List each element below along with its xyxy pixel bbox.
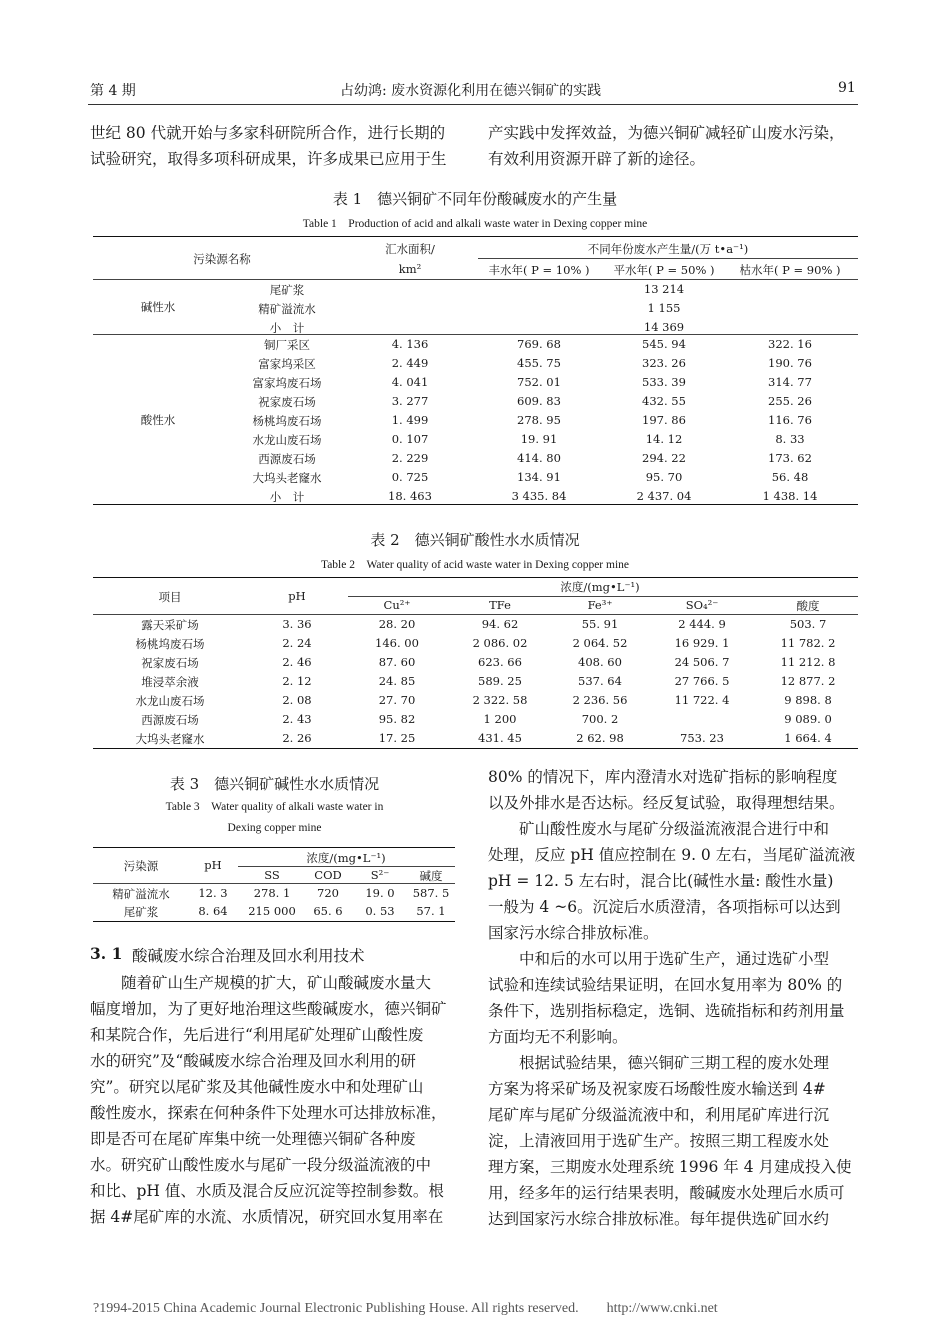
text-line: 幅度增加，为了更好地治理这些酸碱废水，德兴铜矿 — [90, 1000, 447, 1018]
table1-acid-normal: 533. 39 — [642, 375, 686, 389]
table2-cell: 2 62. 98 — [576, 731, 624, 745]
journal-issue: 第 4 期 — [90, 83, 136, 99]
top-left-line-2: 试验研究，取得多项科研成果，许多成果已应用于生 — [90, 150, 447, 168]
table2-top-rule — [93, 577, 858, 578]
table3-subheader: S²⁻ — [370, 868, 390, 882]
table2-cell: 祝家废石场 — [141, 656, 199, 670]
table2-cell: 537. 64 — [578, 674, 622, 688]
table2-cell: 2. 46 — [282, 655, 312, 669]
table1-header-normal: 平水年( P = 50% ) — [613, 263, 715, 277]
text-line: 水的研究”及“酸碱废水综合治理及回水利用的研 — [90, 1052, 416, 1070]
table2-cell: 3. 36 — [282, 617, 312, 631]
table3-header-source: 污染源 — [123, 859, 159, 873]
text-line: 条件下，选别指标稳定，选铜、选硫指标和药剂用量 — [488, 1002, 845, 1020]
table1-acid-area: 0. 725 — [391, 470, 429, 484]
table2-cell: 55. 91 — [581, 617, 619, 631]
table3-cell: 0. 53 — [365, 904, 395, 918]
table1-acid-name: 富家坞采区 — [258, 357, 316, 371]
table2-cell: 大坞头老窿水 — [135, 732, 205, 746]
table1-acid-area: 3. 277 — [391, 394, 429, 408]
table3-group-rule — [238, 866, 455, 867]
table3-cell: 57. 1 — [416, 904, 446, 918]
table2-bottom-rule — [93, 748, 858, 749]
table1-group-rule — [478, 258, 858, 259]
table1-bottom-rule — [93, 504, 858, 505]
table2-cell: 杨桃坞废石场 — [135, 637, 205, 651]
table2-cell: 95. 82 — [378, 712, 416, 726]
table3-cell: 12. 3 — [198, 886, 228, 900]
table1-acid-normal: 323. 26 — [642, 356, 686, 370]
table1-acid-dry: 190. 76 — [768, 356, 812, 370]
table2-cell: 28. 20 — [378, 617, 416, 631]
table2-subheader: TFe — [489, 598, 511, 612]
table1-alkali-value: 13 214 — [643, 282, 685, 296]
text-line: 以及外排水是否达标。经反复试验，取得理想结果。 — [488, 794, 845, 812]
table2-cell: 11 782. 2 — [780, 636, 836, 650]
text-line: 随着矿山生产规模的扩大，矿山酸碱废水量大 — [90, 974, 432, 992]
table1-acid-normal: 95. 70 — [645, 470, 683, 484]
table1-alkali-name: 小 计 — [269, 321, 305, 335]
table1-mid-rule — [93, 334, 858, 335]
table1-acid-name: 西源废石场 — [258, 452, 316, 466]
table2-cell: 431. 45 — [478, 731, 522, 745]
table2-cell: 503. 7 — [789, 617, 827, 631]
table1-header-area-unit: km² — [398, 262, 422, 276]
table2-subheader: SO₄²⁻ — [685, 598, 719, 612]
table1-alkali-name: 精矿溢流水 — [258, 302, 316, 316]
table1-acid-name: 铜厂采区 — [264, 338, 310, 352]
table2-cell: 9 089. 0 — [784, 712, 832, 726]
table2-cell: 700. 2 — [581, 712, 619, 726]
table2-caption-en: Table 2 Water quality of acid waste water in Dexing copper mine — [320, 559, 630, 571]
table1-acid-dry: 56. 48 — [771, 470, 809, 484]
table3-bottom-rule — [93, 921, 455, 922]
table3-caption-cn: 表 3 德兴铜矿碱性水水质情况 — [169, 775, 380, 793]
table1-alkali-label: 碱性水 — [140, 300, 176, 314]
table2-cell: 1 664. 4 — [784, 731, 832, 745]
table1-acid-area: 4. 136 — [391, 337, 429, 351]
table1-acid-normal: 2 437. 04 — [636, 489, 692, 503]
text-line: 矿山酸性废水与尾矿分级溢流液混合进行中和 — [488, 820, 830, 838]
table2-cell: 11 212. 8 — [780, 655, 836, 669]
text-line: 一般为 4 ~6。沉淀后水质澄清，各项指标可以达到 — [488, 898, 841, 916]
table2-cell: 146. 00 — [375, 636, 419, 650]
table2-cell: 12 877. 2 — [780, 674, 836, 688]
table1-acid-area: 1. 499 — [391, 413, 429, 427]
table1-acid-dry: 314. 77 — [768, 375, 812, 389]
table1-acid-wet: 609. 83 — [517, 394, 561, 408]
table3-cell: 19. 0 — [365, 886, 395, 900]
table2-cell: 2. 26 — [282, 731, 312, 745]
table2-cell: 2 064. 52 — [572, 636, 628, 650]
table2-header-ph: pH — [288, 589, 306, 603]
table3-subheader: 碱度 — [419, 869, 443, 883]
table1-top-rule — [93, 236, 858, 237]
table2-cell: 17. 25 — [378, 731, 416, 745]
table1-acid-normal: 197. 86 — [642, 413, 686, 427]
table3-subheader: SS — [264, 868, 280, 882]
table3-cell: 尾矿浆 — [123, 905, 159, 919]
table1-alkali-name: 尾矿浆 — [269, 283, 305, 297]
text-line: 80% 的情况下，库内澄清水对选矿指标的影响程度 — [488, 768, 838, 786]
table2-cell: 2 236. 56 — [572, 693, 628, 707]
table2-cell: 24 506. 7 — [674, 655, 730, 669]
table2-header-rule — [93, 614, 858, 615]
table3-header-rule — [93, 883, 455, 884]
page-number: 91 — [838, 80, 856, 96]
table2-subheader: Fe³⁺ — [587, 598, 613, 612]
table2-cell: 589. 25 — [478, 674, 522, 688]
table1-acid-name: 富家坞废石场 — [252, 376, 322, 390]
table1-acid-area: 2. 449 — [391, 356, 429, 370]
table2-cell: 94. 62 — [481, 617, 519, 631]
table1-alkali-value: 1 155 — [647, 301, 681, 315]
table1-acid-name: 祝家废石场 — [258, 395, 316, 409]
text-line: 即是否可在尾矿库集中统一处理德兴铜矿各种废 — [90, 1130, 416, 1148]
table1-acid-wet: 3 435. 84 — [511, 489, 567, 503]
table1-header-group: 不同年份废水产生量/(万 t•a⁻¹) — [587, 242, 749, 256]
table1-caption-en: Table 1 Production of acid and alkali waste water in Dexing copper mine — [302, 218, 648, 230]
table2-cell: 2 086. 02 — [472, 636, 528, 650]
table1-acid-wet: 752. 01 — [517, 375, 561, 389]
header-rule — [88, 104, 858, 105]
table2-cell: 2. 12 — [282, 674, 312, 688]
table1-acid-normal: 14. 12 — [645, 432, 683, 446]
table2-cell: 2 444. 9 — [678, 617, 726, 631]
table2-subheader: 酸度 — [796, 599, 820, 613]
table2-cell: 2. 43 — [282, 712, 312, 726]
text-line: 水。研究矿山酸性废水与尾矿一段分级溢流液的中 — [90, 1156, 432, 1174]
text-line: 方面均无不利影响。 — [488, 1028, 628, 1046]
table2-cell: 9 898. 8 — [784, 693, 832, 707]
table2-cell: 西源废石场 — [141, 713, 199, 727]
table2-cell: 水龙山废石场 — [135, 694, 205, 708]
table1-acid-name: 杨桃坞废石场 — [252, 414, 322, 428]
table2-cell: 露天采矿场 — [141, 618, 199, 632]
text-line: 中和后的水可以用于选矿生产，通过选矿小型 — [488, 950, 830, 968]
table1-acid-normal: 545. 94 — [642, 337, 686, 351]
table3-header-group: 浓度/(mg•L⁻¹) — [306, 851, 386, 865]
text-line: 尾矿库与尾矿分级溢流液中和，利用尾矿库进行沉 — [488, 1106, 830, 1124]
table1-acid-area: 0. 107 — [391, 432, 429, 446]
table2-cell: 16 929. 1 — [674, 636, 730, 650]
table1-alkali-value: 14 369 — [643, 320, 685, 334]
table3-cell: 精矿溢流水 — [112, 887, 170, 901]
table3-header-ph: pH — [204, 858, 222, 872]
table2-cell: 24. 85 — [378, 674, 416, 688]
table1-header-source: 污染源名称 — [193, 252, 251, 266]
table2-cell: 408. 60 — [578, 655, 622, 669]
table2-cell: 87. 60 — [378, 655, 416, 669]
table3-caption-en-1: Table 3 Water quality of alkali waste water in — [165, 801, 384, 813]
table2-cell: 2. 24 — [282, 636, 312, 650]
table1-header-wet: 丰水年( P = 10% ) — [488, 263, 590, 277]
table2-header-group: 浓度/(mg•L⁻¹) — [560, 580, 640, 594]
table1-acid-wet: 19. 91 — [520, 432, 558, 446]
top-right-line-2: 有效利用资源开辟了新的途径。 — [488, 150, 706, 168]
table1-acid-name: 大坞头老窿水 — [252, 471, 322, 485]
table3-cell: 8. 64 — [198, 904, 228, 918]
table3-cell: 65. 6 — [313, 904, 343, 918]
table1-header-dry: 枯水年( P = 90% ) — [739, 263, 841, 277]
table3-cell: 720 — [317, 886, 339, 900]
table1-acid-normal: 432. 55 — [642, 394, 686, 408]
text-line: 究”。研究以尾矿浆及其他碱性废水中和处理矿山 — [90, 1078, 424, 1096]
table1-acid-wet: 769. 68 — [517, 337, 561, 351]
table1-acid-wet: 134. 91 — [517, 470, 561, 484]
table2-cell: 2. 08 — [282, 693, 312, 707]
top-left-line-1: 世纪 80 代就开始与多家科研院所合作，进行长期的 — [90, 124, 446, 142]
text-line: 用，经多年的运行结果表明，酸碱废水处理后水质可 — [488, 1184, 845, 1202]
table3-cell: 215 000 — [248, 904, 296, 918]
table1-acid-label: 酸性水 — [140, 413, 176, 427]
table2-cell: 1 200 — [483, 712, 517, 726]
text-line: 处理，反应 pH 值应控制在 9. 0 左右，当尾矿溢流液 — [488, 846, 856, 864]
table1-header-rule — [93, 279, 858, 280]
table1-acid-normal: 294. 22 — [642, 451, 686, 465]
text-line: pH = 12. 5 左右时，混合比(碱性水量: 酸性水量) — [488, 872, 834, 890]
table1-header-area: 汇水面积/ — [385, 242, 435, 256]
table1-acid-dry: 8. 33 — [775, 432, 805, 446]
table2-cell: 753. 23 — [680, 731, 724, 745]
table1-acid-wet: 414. 80 — [517, 451, 561, 465]
table1-acid-dry: 255. 26 — [768, 394, 812, 408]
table2-cell: 27 766. 5 — [674, 674, 730, 688]
table1-acid-area: 18. 463 — [388, 489, 432, 503]
table2-cell: 堆浸萃余液 — [141, 675, 199, 689]
running-title: 占幼鸿: 废水资源化利用在德兴铜矿的实践 — [340, 83, 602, 99]
table2-group-rule — [348, 596, 858, 597]
text-line: 和某院合作，先后进行“利用尾矿处理矿山酸性废 — [90, 1026, 424, 1044]
section-title: 酸碱废水综合治理及回水利用技术 — [132, 947, 365, 965]
text-line: 达到国家污水综合排放标准。每年提供选矿回水约 — [488, 1210, 830, 1228]
text-line: 和比、pH 值、水质及混合反应沉淀等控制参数。根 — [90, 1182, 444, 1200]
table3-cell: 278. 1 — [253, 886, 291, 900]
text-line: 酸性废水，探索在何种条件下处理水可达排放标准， — [90, 1104, 447, 1122]
table1-acid-dry: 173. 62 — [768, 451, 812, 465]
text-line: 试验和连续试验结果证明，在回水复用率为 80% 的 — [488, 976, 843, 994]
table2-cell: 11 722. 4 — [674, 693, 730, 707]
table2-cell: 623. 66 — [478, 655, 522, 669]
table1-acid-area: 4. 041 — [391, 375, 429, 389]
text-line: 据 4#尾矿库的水流、水质情况，研究回水复用率在 — [90, 1208, 444, 1226]
table1-acid-area: 2. 229 — [391, 451, 429, 465]
table2-subheader: Cu²⁺ — [383, 598, 411, 612]
section-number: 3. 1 — [90, 944, 123, 963]
text-line: 根据试验结果，德兴铜矿三期工程的废水处理 — [488, 1054, 830, 1072]
text-line: 理方案，三期废水处理系统 1996 年 4 月建成投入使 — [488, 1158, 852, 1176]
table1-acid-wet: 455. 75 — [517, 356, 561, 370]
top-right-line-1: 产实践中发挥效益，为德兴铜矿减轻矿山废水污染， — [488, 124, 845, 142]
table1-acid-dry: 116. 76 — [768, 413, 812, 427]
text-line: 方案为将采矿场及祝家废石场酸性废水输送到 4# — [488, 1080, 826, 1098]
table1-acid-dry: 322. 16 — [768, 337, 812, 351]
table3-cell: 587. 5 — [412, 886, 450, 900]
table1-acid-wet: 278. 95 — [517, 413, 561, 427]
table3-subheader: COD — [314, 868, 342, 882]
table2-header-item: 项目 — [158, 590, 182, 604]
copyright-footer: ?1994-2015 China Academic Journal Electronic Publishing House. All rights reserved. http://www.cnki.net — [93, 1301, 718, 1316]
table2-cell: 2 322. 58 — [472, 693, 528, 707]
table1-acid-name: 小 计 — [269, 490, 305, 504]
text-line: 淀，上清液回用于选矿生产。按照三期工程废水处 — [488, 1132, 830, 1150]
text-line: 国家污水综合排放标准。 — [488, 924, 659, 942]
table1-acid-dry: 1 438. 14 — [762, 489, 818, 503]
table1-caption-cn: 表 1 德兴铜矿不同年份酸碱废水的产生量 — [332, 190, 618, 208]
table2-cell: 27. 70 — [378, 693, 416, 707]
table2-caption-cn: 表 2 德兴铜矿酸性水水质情况 — [370, 531, 580, 549]
table1-acid-name: 水龙山废石场 — [252, 433, 322, 447]
table3-top-rule — [93, 847, 455, 848]
table3-caption-en-2: Dexing copper mine — [227, 822, 322, 834]
